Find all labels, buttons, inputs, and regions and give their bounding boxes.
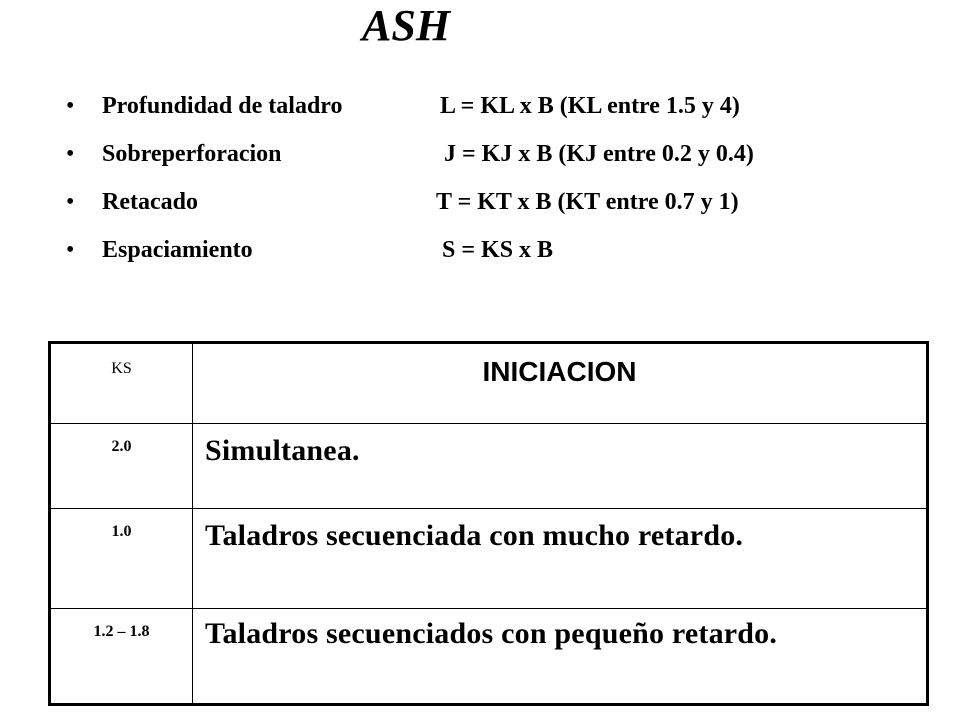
bullet-label: Profundidad de taladro xyxy=(102,93,343,119)
table-cell-ks: 1.0 xyxy=(50,509,193,609)
table-row xyxy=(50,424,928,509)
bullet-formula: T = KT x B (KT entre 0.7 y 1) xyxy=(436,189,739,215)
bullet-label: Retacado xyxy=(102,189,198,215)
slide-title: ASH xyxy=(362,1,451,50)
table-cell-iniciacion: Taladros secuenciada con mucho retardo. xyxy=(193,509,928,609)
bullet-formula: J = KJ x B (KJ entre 0.2 y 0.4) xyxy=(444,141,754,167)
table-row xyxy=(50,609,928,705)
table-cell-ks: 2.0 xyxy=(50,424,193,509)
table-cell-iniciacion: Taladros secuenciados con pequeño retardo. xyxy=(193,609,928,705)
table-header-iniciacion: INICIACION xyxy=(193,343,928,424)
table-cell-ks: 1.2 – 1.8 xyxy=(50,609,193,705)
bullet-label: Espaciamiento xyxy=(102,237,253,263)
table-header-ks: KS xyxy=(50,343,193,424)
bullet-formula: L = KL x B (KL entre 1.5 y 4) xyxy=(440,93,740,119)
bullet-dot-icon: • xyxy=(66,141,75,167)
ks-iniciacion-table xyxy=(48,341,929,706)
bullet-label: Sobreperforacion xyxy=(102,141,282,167)
table-header-row xyxy=(50,343,928,424)
bullet-formula: S = KS x B xyxy=(442,237,554,263)
table-row xyxy=(50,509,928,609)
table-cell-iniciacion: Simultanea. xyxy=(193,424,928,509)
bullet-dot-icon: • xyxy=(66,237,75,263)
bullet-dot-icon: • xyxy=(66,189,75,215)
bullet-dot-icon: • xyxy=(66,93,75,119)
